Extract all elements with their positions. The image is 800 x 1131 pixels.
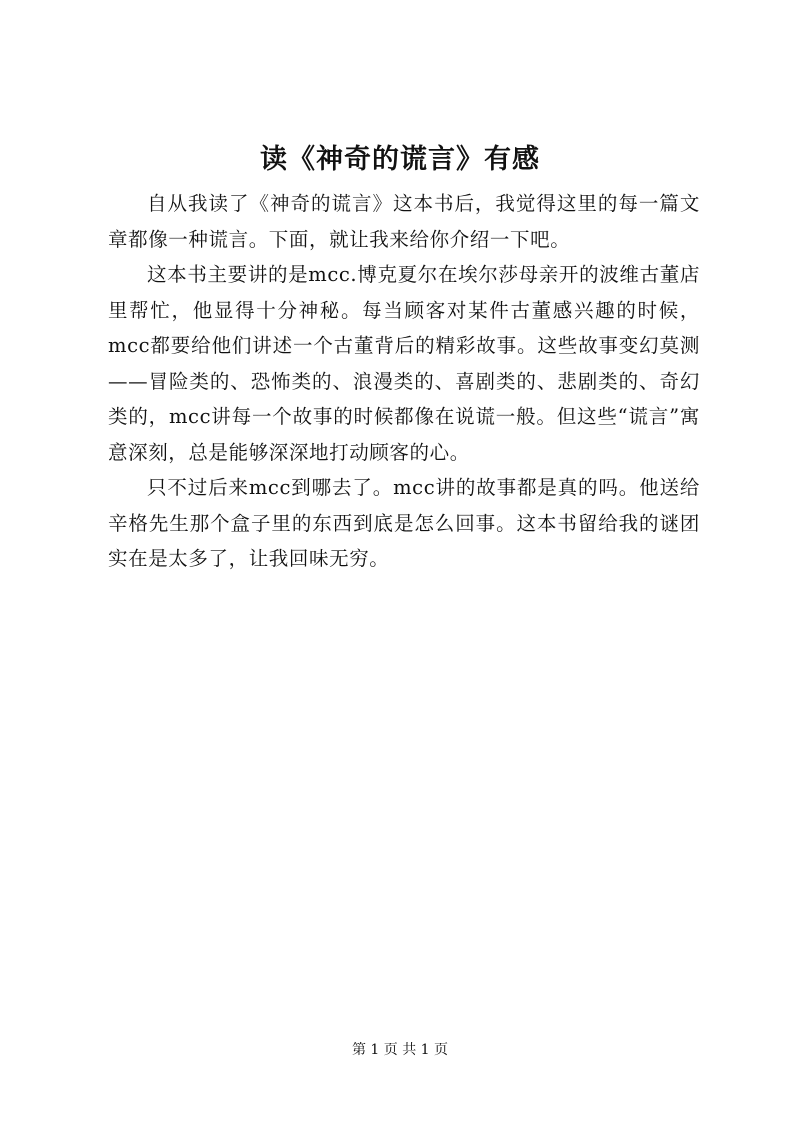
document-title: 读《神奇的谎言》有感 <box>260 144 540 175</box>
paragraph-1: 自从我读了《神奇的谎言》这本书后，我觉得这里的每一篇文章都像一种谎言。下面，就让我来给你介绍一下吧。 <box>108 192 700 251</box>
document-body <box>108 186 700 577</box>
paragraph-2: 这本书主要讲的是mcc.博克夏尔在埃尔莎母亲开的波维古董店里帮忙，他显得十分神秘。每当顾客对某件古董感兴趣的时候，mcc都要给他们讲述一个古董背后的精彩故事。这些故事变幻莫测——冒险类的、恐怖类的、浪漫类的、喜剧类的、悲剧类的、奇幻类的，mcc讲每一个故事的时候都像在说谎一般。但这些“谎言”寓意深刻，总是能够深深地打动顾客的心。 <box>108 263 700 464</box>
paragraph-3: 只不过后来mcc到哪去了。mcc讲的故事都是真的吗。他送给辛格先生那个盒子里的东西到底是怎么回事。这本书留给我的谜团实在是太多了，让我回味无穷。 <box>108 476 700 570</box>
page-footer: 第 1 页 共 1 页 <box>351 1042 449 1058</box>
